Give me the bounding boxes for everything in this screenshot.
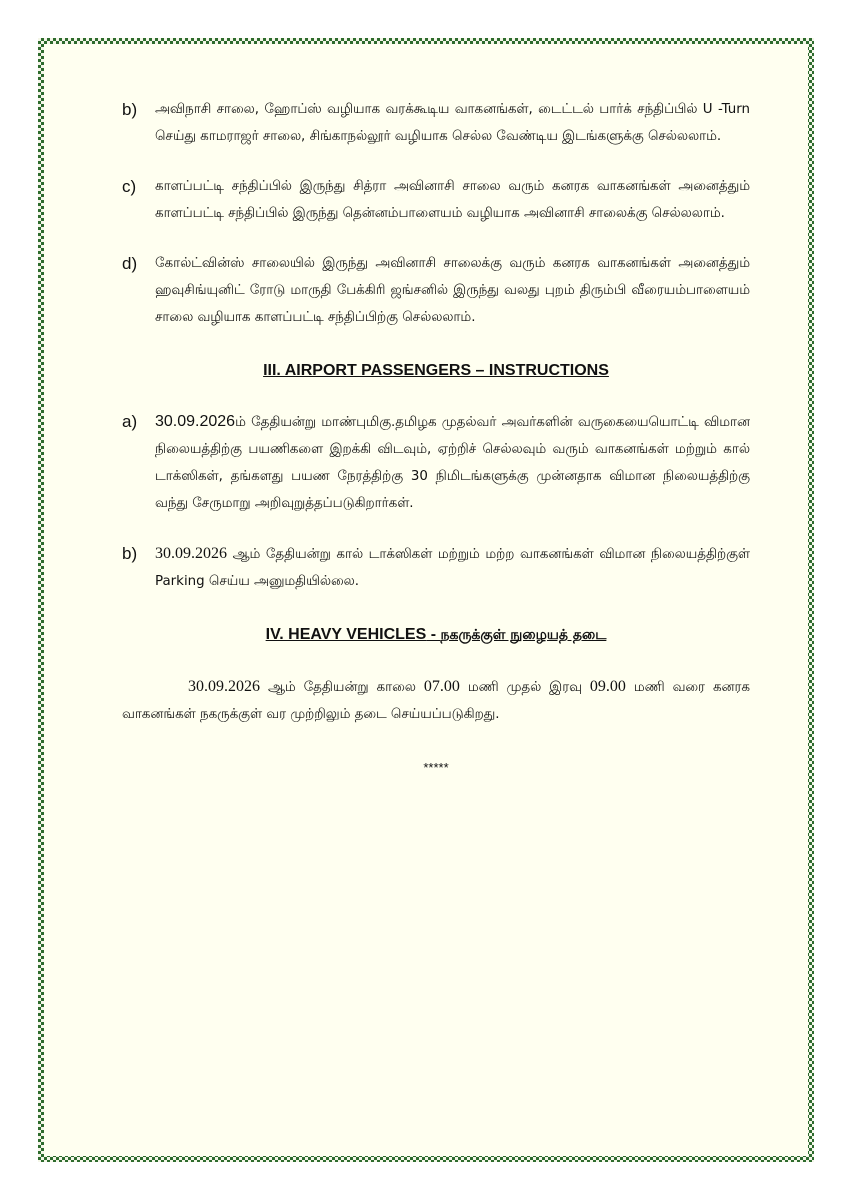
time-from: 07.00 bbox=[423, 678, 460, 695]
heading-tamil: நகருக்குள் நுழையத் தடை bbox=[440, 627, 607, 643]
list-marker: c) bbox=[122, 177, 137, 196]
heavy-vehicles-paragraph bbox=[122, 673, 750, 728]
list-marker: b) bbox=[122, 544, 138, 563]
route-item-b bbox=[122, 96, 750, 150]
section-heading-airport: III. AIRPORT PASSENGERS – INSTRUCTIONS bbox=[263, 362, 609, 379]
date-text: 30.09.2026 bbox=[155, 413, 236, 430]
list-marker: d) bbox=[122, 254, 138, 273]
heading-english: IV. HEAVY VEHICLES bbox=[265, 626, 427, 643]
list-marker: b) bbox=[122, 100, 138, 119]
route-item-text: காளப்பட்டி சந்திப்பில் இருந்து சித்ரா அவினாசி சாலை வரும் கனரக வாகனங்கள் அனைத்தும் காளப்பட்டி சந்திப்பில் இருந்து தென்னம்பாளையம் வழியாக அவினாசி சாலைக்கு செல்லலாம். bbox=[155, 179, 750, 221]
decorative-checkered-border bbox=[38, 38, 814, 1162]
route-item-text: கோல்ட்வின்ஸ் சாலையில் இருந்து அவினாசி சாலைக்கு வரும் கனரக வாகனங்கள் அனைத்தும் ஹவுசிங்யுனிட் ரோடு மாருதி பேக்கிரி ஜங்சனில் இருந்து வலது புறம் திரும்பி வீரையம்பாளையம் சாலை வழியாக காளப்பட்டி சந்திப்பிற்கு செல்லலாம். bbox=[155, 256, 750, 325]
airport-item-text bbox=[155, 408, 750, 517]
airport-item-a bbox=[122, 408, 750, 517]
airport-item-b bbox=[122, 540, 750, 595]
instruction-text: ஆம் தேதியன்று கால் டாக்ஸிகள் மற்றும் மற்ற வாகனங்கள் விமான நிலையத்திற்குள் Parking செய்ய அனுமதியில்லை. bbox=[155, 547, 750, 589]
paragraph-text-2: மணி முதல் இரவு bbox=[459, 680, 590, 695]
paragraph-text-1: ஆம் தேதியன்று காலை bbox=[260, 680, 424, 695]
date-text: 30.09.2026 bbox=[188, 678, 260, 695]
end-mark: ***** bbox=[423, 760, 449, 775]
heading-separator: - bbox=[426, 626, 441, 643]
document-content bbox=[122, 96, 750, 781]
route-item-c bbox=[122, 173, 750, 227]
list-marker: a) bbox=[122, 412, 138, 431]
paragraph-text-3: மணி வரை கனரக வாகனங்கள் நகருக்குள் வர முற்றிலும் தடை செய்யப்படுகிறது. bbox=[122, 680, 750, 722]
instruction-text: ம் தேதியன்று மாண்புமிகு.தமிழக முதல்வர் அவர்களின் வருகையையொட்டி விமான நிலையத்திற்கு பயணிகளை இறக்கி விடவும், ஏற்றிச் செல்லவும் வரும் வாகனங்கள் மற்றும் கால் டாக்ஸிகள், தங்களது பயண நேரத்திற்கு 30 நிமிடங்களுக்கு முன்னதாக விமான நிலையத்திற்கு வந்து சேருமாறு அறிவுறுத்தப்படுகிறார்கள். bbox=[155, 415, 750, 511]
route-item-text: அவிநாசி சாலை, ஹோப்ஸ் வழியாக வரக்கூடிய வாகனங்கள், டைட்டல் பார்க் சந்திப்பில் U -Turn செய்து காமராஜர் சாலை, சிங்காநல்லூர் வழியாக செல்ல வேண்டிய இடங்களுக்கு செல்லலாம். bbox=[155, 102, 750, 144]
route-item-d bbox=[122, 250, 750, 331]
time-to: 09.00 bbox=[589, 678, 626, 695]
document-page bbox=[44, 44, 808, 1156]
section-heading-heavy-vehicles bbox=[122, 621, 750, 649]
airport-item-text bbox=[155, 540, 750, 595]
date-text: 30.09.2026 bbox=[155, 545, 227, 562]
